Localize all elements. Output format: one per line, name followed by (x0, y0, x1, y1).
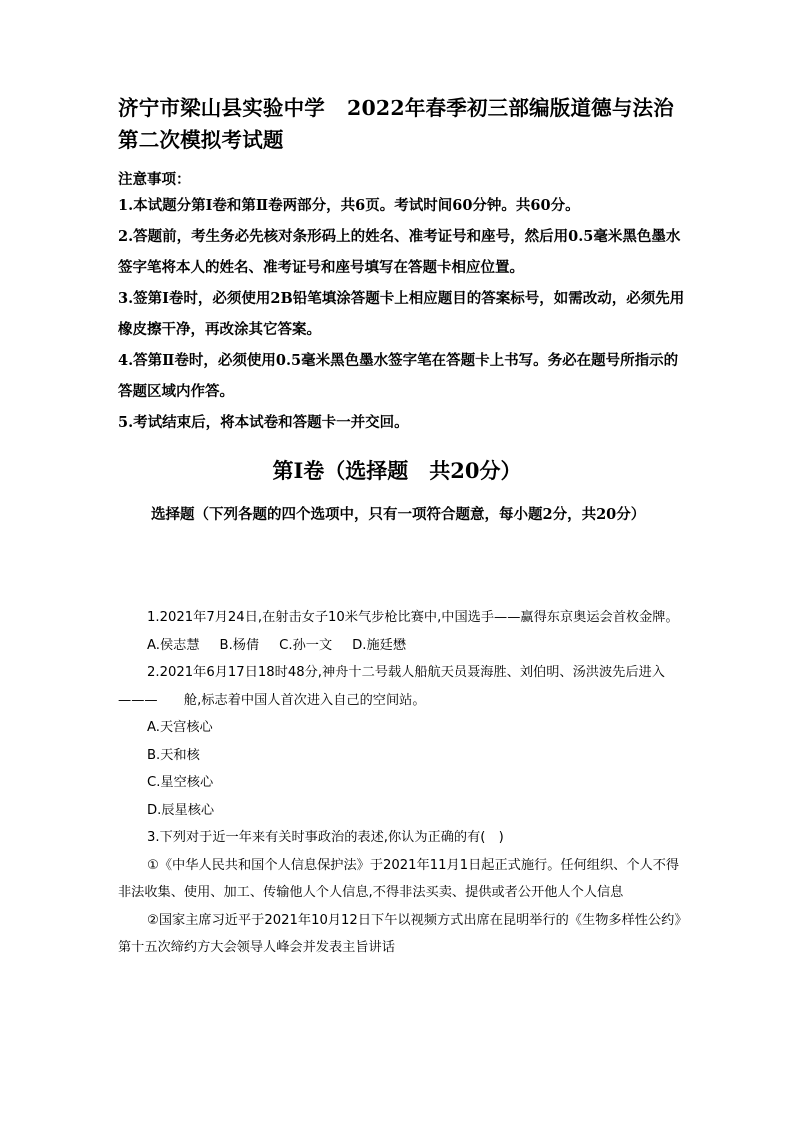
question-2-option-c: C.星空核心 (147, 775, 214, 790)
question-2-option-b: B.天和核 (147, 747, 200, 763)
question-3-stem: 3.下列对于近一年来有关时事政治的表述,你认为正确的有( ) (147, 830, 504, 845)
notice-item-4: 4.答第Ⅱ卷时，必须使用0.5毫米黑色墨水签字笔在答题卡上书写。务必在题号所指示的答题区域内作答。 (118, 352, 679, 400)
section-description: 选择题（下列各题的四个选项中，只有一项符合题意，每小题2分，共20分） (151, 506, 646, 523)
question-list (118, 604, 683, 962)
question-1-options (118, 632, 683, 660)
notice-item-5: 5.考试结束后，将本试卷和答题卡一并交回。 (118, 414, 409, 431)
notice-item-2: 2.答题前，考生务必先核对条形码上的姓名、准考证号和座号，然后用0.5毫米黑色墨水签字笔将本人的姓名、准考证号和座号填写在答题卡相应位置。 (118, 228, 681, 276)
question-1-option-b: B.杨倩 (219, 637, 260, 653)
document-title (118, 92, 688, 156)
section-title: 第Ⅰ卷（选择题 共20分） (272, 458, 522, 483)
question-1-stem: 1.2021年7月24日,在射击女子10米气步枪比赛中,中国选手——赢得东京奥运会首枚金牌。 (147, 610, 679, 625)
title-school: 济宁市梁山县实验中学 (118, 96, 325, 120)
question-3-statement-2: ②国家主席习近平于2021年10月12日下午以视频方式出席在昆明举行的《生物多样性公约》第十五次缔约方大会领导人峰会并发表主旨讲话 (118, 912, 681, 955)
question-1-option-a: A.侯志慧 (147, 637, 200, 653)
notice-block (118, 170, 688, 438)
question-2-stem: 2.2021年6月17日18时48分,神舟十二号载人船航天员聂海胜、刘伯明、汤洪波先后进入——— 舱,标志着中国人首次进入自己的空间站。 (118, 665, 665, 708)
notice-item-3: 3.签第Ⅰ卷时，必须使用2B铅笔填涂答题卡上相应题目的答案标号，如需改动，必须先用橡皮擦干净，再改涂其它答案。 (118, 290, 685, 338)
question-2-option-a: A.天宫核心 (147, 720, 213, 735)
notice-heading: 注意事项： (118, 171, 191, 188)
title-exam: 2022年春季初三部编版道德与法治第二次模拟考试题 (118, 96, 674, 152)
question-1-option-d: D.施廷懋 (352, 637, 407, 653)
question-3-statement-1: ①《中华人民共和国个人信息保护法》于2021年11月1日起正式施行。任何组织、个人不得非法收集、使用、加工、传输他人个人信息,不得非法买卖、提供或者公开他人个人信息 (118, 857, 680, 900)
notice-item-1: 1.本试题分第Ⅰ卷和第Ⅱ卷两部分，共6页。考试时间60分钟。共60分。 (118, 197, 580, 214)
question-1-option-c: C.孙一文 (279, 637, 333, 653)
question-2-option-d: D.辰星核心 (147, 802, 215, 818)
